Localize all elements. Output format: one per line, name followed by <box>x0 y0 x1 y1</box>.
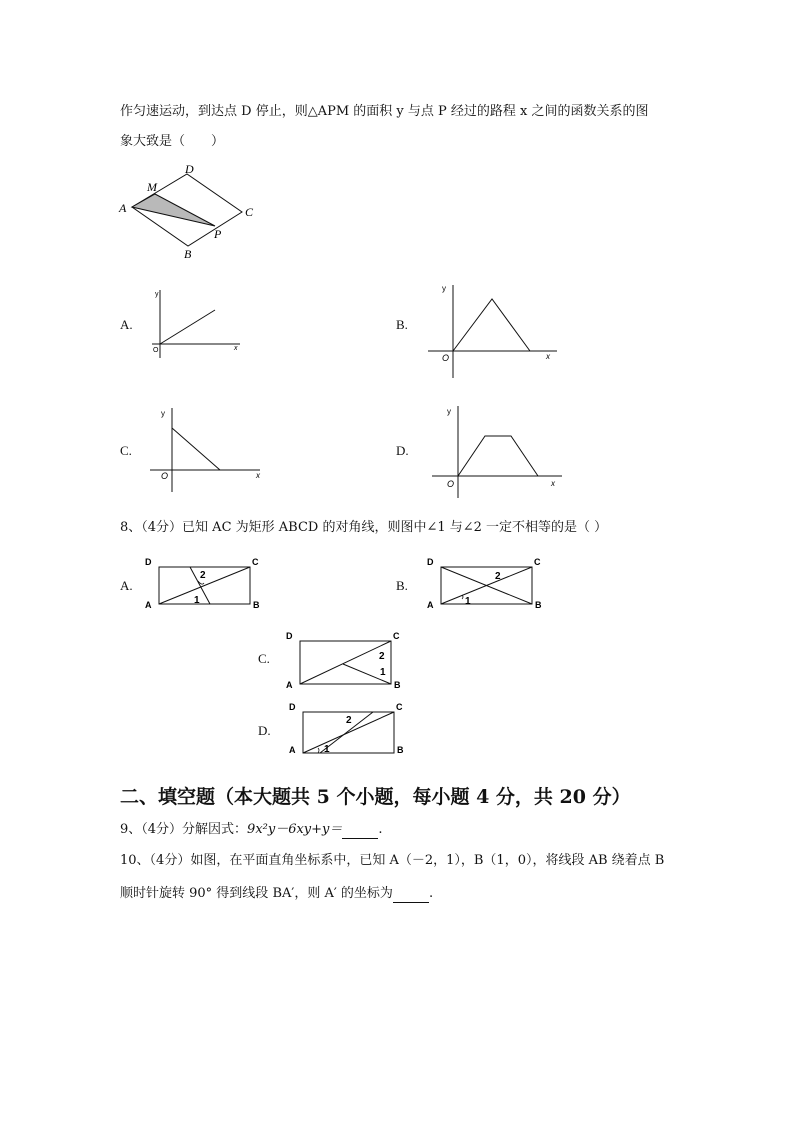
q7-line2: 象大致是（ ） <box>120 134 225 149</box>
svg-text:1: 1 <box>380 667 386 678</box>
svg-text:2: 2 <box>495 571 501 582</box>
svg-text:x: x <box>546 352 550 361</box>
q7-option-b-letter[interactable]: B. <box>396 317 408 332</box>
q8-option-c-letter[interactable]: C. <box>258 651 270 666</box>
svg-text:x: x <box>234 345 238 352</box>
q9-line <box>120 820 383 839</box>
q7-option-c-graph[interactable] <box>148 404 268 494</box>
svg-text:C: C <box>396 702 403 712</box>
label-M: M <box>147 180 157 194</box>
q8-text: 8、（4分）已知 AC 为矩形 ABCD 的对角线，则图中∠1 与∠2 一定不相等的是（ ） <box>120 520 608 535</box>
svg-text:y: y <box>161 409 165 418</box>
svg-text:B: B <box>394 680 401 690</box>
svg-text:D: D <box>289 702 296 712</box>
label-B: B <box>184 247 192 261</box>
q10-answer-blank[interactable] <box>393 884 429 903</box>
q8-option-a-figure[interactable] <box>142 553 272 615</box>
svg-text:x: x <box>551 479 555 488</box>
q9-expression: 9x²y－6xy+y＝ <box>247 822 343 837</box>
svg-text:1: 1 <box>194 595 200 606</box>
q7-rhombus-figure <box>115 162 265 262</box>
svg-text:D: D <box>286 631 293 641</box>
svg-text:A: A <box>286 680 293 690</box>
q10-suffix: . <box>428 886 434 901</box>
svg-text:1: 1 <box>465 596 471 607</box>
svg-text:2: 2 <box>346 715 352 726</box>
q7-option-c-letter[interactable]: C. <box>120 443 132 458</box>
q9-suffix: . <box>378 822 383 837</box>
q10-line2 <box>120 884 433 903</box>
label-A: A <box>119 201 127 215</box>
section-2-heading: 二、填空题（本大题共 5 个小题，每小题 4 分，共 20 分） <box>120 786 631 808</box>
svg-text:O: O <box>161 471 169 481</box>
q7-option-b-graph[interactable] <box>425 283 565 383</box>
label-C: C <box>245 205 254 219</box>
q8-option-d-letter[interactable]: D. <box>258 723 271 738</box>
q7-option-a-letter[interactable]: A. <box>120 317 133 332</box>
svg-text:C: C <box>534 557 541 567</box>
svg-text:C: C <box>252 557 259 567</box>
q8-option-a-letter[interactable]: A. <box>120 578 133 593</box>
svg-text:y: y <box>447 407 451 416</box>
svg-text:O: O <box>153 347 159 354</box>
q7-line1: 作匀速运动，到达点 D 停止，则△APM 的面积 y 与点 P 经过的路程 x 之间的函数关系的图 <box>120 104 649 119</box>
svg-text:A: A <box>289 745 296 755</box>
svg-text:B: B <box>253 600 260 610</box>
svg-text:B: B <box>397 745 404 755</box>
svg-text:D: D <box>145 557 152 567</box>
q8-option-b-figure[interactable] <box>424 553 554 615</box>
svg-text:2: 2 <box>200 570 206 581</box>
svg-text:A: A <box>427 600 434 610</box>
q8-option-d-figure[interactable] <box>286 699 416 761</box>
q9-prefix: 9、（4分）分解因式： <box>120 822 248 837</box>
svg-text:D: D <box>427 557 434 567</box>
q10-line1: 10、（4分）如图，在平面直角坐标系中，已知 A（－2，1），B（1，0），将线段 AB 绕着点 B <box>120 853 665 868</box>
q8-option-c-figure[interactable] <box>283 627 413 689</box>
label-D: D <box>185 162 194 176</box>
q8-option-b-letter[interactable]: B. <box>396 578 408 593</box>
svg-text:O: O <box>447 479 455 489</box>
svg-text:O: O <box>442 353 450 363</box>
svg-text:x: x <box>256 471 260 480</box>
svg-text:2: 2 <box>379 651 385 662</box>
svg-text:A: A <box>145 600 152 610</box>
svg-text:B: B <box>535 600 542 610</box>
q9-answer-blank[interactable] <box>342 820 378 839</box>
q7-option-d-letter[interactable]: D. <box>396 443 409 458</box>
svg-text:y: y <box>155 291 159 298</box>
svg-text:C: C <box>393 631 400 641</box>
q10-line2-prefix: 顺时针旋转 90° 得到线段 BA′，则 A′ 的坐标为 <box>120 886 393 901</box>
shaded-triangle-apm <box>132 194 215 226</box>
label-P: P <box>214 227 222 241</box>
svg-text:y: y <box>442 284 446 293</box>
q7-option-d-graph[interactable] <box>430 402 570 502</box>
q7-option-a-graph[interactable] <box>148 288 248 363</box>
svg-text:1: 1 <box>324 744 330 755</box>
